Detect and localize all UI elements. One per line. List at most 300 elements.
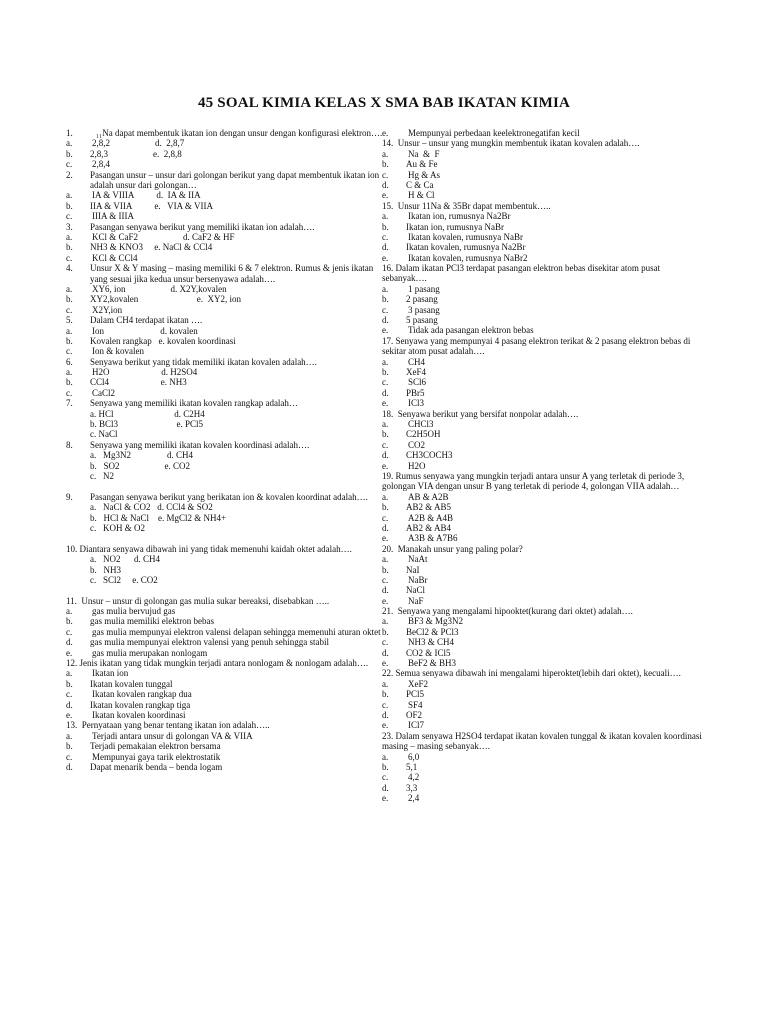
right-column	[382, 128, 704, 804]
line-label: d.	[382, 709, 389, 720]
line-text: a. NO2 d. CH4	[90, 554, 160, 565]
line-label: 9.	[66, 491, 73, 502]
line-label: c.	[382, 169, 389, 180]
line-label: a.	[382, 419, 389, 429]
line-label: a.	[382, 751, 389, 762]
line-text: XeF2	[408, 678, 428, 689]
line-text: NaAt	[408, 554, 428, 565]
text-line	[382, 471, 704, 492]
text-line	[66, 325, 389, 336]
text-line	[66, 533, 389, 544]
text-line	[66, 544, 386, 554]
line-label: d.	[382, 522, 389, 533]
line-text: 10. Diantara senyawa dibawah ini yang tidak memenuhi kaidah oktet adalah….	[66, 543, 352, 554]
line-text: C2H5OH	[406, 429, 441, 440]
line-text: 21. Senyawa yang mengalami hipooktet(kurang dari oktet) adalah….	[382, 606, 633, 617]
line-text: PCl5	[406, 689, 425, 700]
text-line	[66, 128, 389, 138]
line-label: c.	[382, 699, 389, 710]
line-label: 3.	[66, 221, 73, 232]
line-text: AB2 & AB4	[406, 522, 452, 533]
line-label: 4.	[66, 263, 73, 274]
line-label: e.	[382, 720, 389, 731]
line-text: 19. Rumus senyawa yang mungkin terjadi antara unsur A yang terletak di periode 3, golongan VIA dengan unsur B yang terletak di periode 4, golongan VIIA adalah…	[382, 470, 685, 492]
text-line	[66, 606, 386, 616]
line-text: H & Cl	[408, 190, 435, 201]
text-line	[66, 720, 389, 731]
line-text: NaF	[408, 595, 424, 606]
line-text: 2,8,4	[92, 159, 110, 170]
text-line	[66, 554, 389, 565]
text-line	[382, 502, 704, 512]
line-text: 4,2	[408, 772, 420, 783]
left-column	[66, 128, 389, 772]
line-label: a.	[66, 231, 73, 242]
text-line	[66, 304, 389, 315]
line-text: 1 pasang	[408, 283, 440, 294]
line-label: 1.	[66, 128, 73, 138]
text-line	[66, 658, 389, 669]
line-text: OF2	[406, 709, 423, 720]
line-text: IIA & VIIA e. VIA & VIIA	[90, 200, 213, 211]
line-text: a. NaCl & CO2 d. CCl4 & SO2	[90, 502, 213, 513]
line-text: NaBr	[408, 574, 428, 585]
line-text: c. N2	[90, 470, 114, 481]
text-line	[66, 689, 386, 699]
text-line	[382, 752, 704, 762]
line-label: 2.	[66, 169, 73, 180]
line-label: b.	[66, 678, 73, 689]
text-line	[382, 284, 704, 294]
line-text: 17. Senyawa yang mempunyai 4 pasang elektron terikat & 2 pasang elektron bebas di sekitar atom pusat adalah….	[382, 335, 691, 357]
line-label: e.	[382, 793, 389, 804]
text-line	[66, 668, 386, 678]
line-text: b. BCl3 e. PCl5	[90, 419, 204, 430]
line-text: A2B & A4B	[408, 512, 454, 523]
text-line	[66, 481, 386, 491]
line-text: Terjadi antara unsur di golongan VA & VIIA	[92, 730, 253, 741]
text-line	[382, 689, 704, 699]
line-label: d.	[382, 179, 389, 190]
line-label: e.	[382, 658, 389, 669]
text-line	[382, 710, 704, 720]
line-label: b.	[66, 242, 73, 253]
line-label: c.	[382, 637, 389, 648]
text-line	[382, 263, 704, 284]
text-line	[382, 409, 704, 419]
line-text: Na & F	[408, 148, 440, 159]
text-line	[382, 201, 704, 211]
text-line	[382, 554, 704, 564]
text-line	[66, 336, 386, 346]
line-text: CCl4 e. NH3	[90, 377, 187, 388]
text-line	[66, 419, 389, 430]
line-text: 3,3	[406, 782, 418, 793]
page-title: 45 SOAL KIMIA KELAS X SMA BAB IKATAN KIMIA	[197, 95, 571, 111]
text-line	[382, 513, 704, 523]
text-line	[66, 502, 386, 512]
text-line	[382, 149, 704, 159]
text-line	[382, 367, 704, 377]
line-text: Ion d. kovalen	[92, 325, 198, 336]
text-line	[66, 678, 389, 689]
text-line	[382, 492, 704, 502]
line-text: PBr5	[406, 387, 425, 398]
text-line	[382, 222, 704, 232]
text-line	[382, 596, 704, 606]
line-text: KCl & CCl4	[92, 252, 138, 263]
text-line	[382, 793, 704, 803]
line-text: 22. Semua senyawa dibawah ini mengalami hiperoktet(lebih dari oktet), kecuali….	[382, 668, 681, 679]
line-label: e.	[66, 647, 73, 658]
text-line	[66, 190, 389, 201]
text-line	[66, 439, 389, 450]
line-label: c.	[382, 377, 389, 388]
line-text: ICl3	[408, 398, 425, 409]
line-label: a.	[66, 325, 73, 336]
line-label: c.	[382, 304, 389, 315]
text-line	[66, 263, 386, 284]
line-text: Ikatan kovalen koordinasi	[92, 710, 186, 721]
text-line	[66, 751, 389, 762]
line-text: 18. Senyawa berikut yang bersifat nonpolar adalah….	[382, 408, 579, 419]
text-line	[66, 388, 386, 398]
line-text: Senyawa yang memiliki ikatan kovalen koordinasi adalah….	[90, 439, 310, 450]
text-line	[382, 762, 704, 772]
text-line	[66, 523, 386, 533]
text-line	[382, 429, 704, 439]
line-label: a.	[382, 678, 389, 689]
line-label: a.	[382, 283, 389, 294]
line-text: Ikatan ion	[92, 668, 129, 679]
line-text: 2,8,3 e. 2,8,8	[90, 148, 182, 159]
line-label: c.	[66, 252, 73, 263]
line-text: XY6, ion d. X2Y,kovalen	[92, 283, 227, 294]
line-label: b.	[66, 377, 73, 388]
text-line	[66, 231, 389, 242]
line-text: A3B & A7B6	[408, 533, 458, 544]
line-text: 3 pasang	[408, 304, 440, 315]
line-label: 5.	[66, 315, 73, 326]
line-label: e.	[382, 190, 389, 201]
line-text: c. KOH & O2	[90, 522, 145, 533]
line-text: Dalam CH4 terdapat ikatan ….	[90, 315, 203, 326]
line-text: 5,1	[406, 761, 418, 772]
line-text: 12. Jenis ikatan yang tidak mungkin terjadi antara nonlogam & nonlogam adalah….	[66, 658, 369, 669]
text-line	[66, 346, 386, 356]
line-label: e.	[382, 252, 389, 263]
line-label: d.	[382, 585, 389, 596]
line-label: b.	[382, 159, 389, 170]
text-line	[382, 565, 704, 575]
line-text: Pasangan senyawa berikut yang berikatan ion & kovalen koordinat adalah….	[90, 491, 368, 502]
line-label: b.	[382, 367, 389, 378]
text-line	[382, 377, 704, 387]
line-label: a.	[382, 356, 389, 367]
line-label: b.	[382, 429, 389, 440]
line-text: Pasangan unsur – unsur dari golongan berikut yang dapat membentuk ikatan ion adalah unsur dari golongan…	[90, 169, 380, 190]
line-text: 2 pasang	[406, 294, 438, 305]
line-text: c. NaCl	[90, 429, 118, 440]
line-text: Pasangan senyawa berikut yang memiliki ikatan ion adalah….	[90, 221, 315, 232]
line-text: Ikatan kovalen, rumusnya NaBr	[408, 231, 523, 242]
line-text: NaI	[406, 564, 420, 575]
text-line	[382, 648, 704, 658]
line-label: c.	[382, 574, 389, 585]
line-label: e.	[382, 325, 389, 336]
line-text: 14. Unsur – unsur yang mungkin membentuk ikatan kovalen adalah….	[382, 138, 640, 149]
line-text: H2O d. H2SO4	[92, 367, 198, 378]
line-text: BF3 & Mg3N2	[408, 616, 464, 627]
line-label: c.	[382, 772, 389, 783]
text-line	[66, 460, 389, 471]
text-line	[382, 170, 704, 180]
text-line	[66, 138, 386, 148]
line-text: SCl6	[408, 377, 427, 388]
text-line	[66, 731, 386, 741]
line-text: 15. Unsur 11Na & 35Br dapat membentuk…..	[382, 200, 551, 211]
line-text: Senyawa yang memiliki ikatan kovalen rangkap adalah…	[90, 398, 298, 409]
line-label: a.	[66, 367, 73, 378]
line-text: CH4	[408, 356, 426, 367]
text-line	[382, 575, 704, 585]
text-line	[382, 783, 704, 793]
line-label: a.	[66, 730, 73, 741]
text-line	[382, 544, 704, 554]
line-label: c.	[66, 689, 73, 700]
line-text: gas mulia memiliki elektron bebas	[90, 616, 214, 627]
line-label: d.	[382, 450, 389, 461]
text-line	[382, 658, 704, 668]
text-line	[66, 471, 386, 481]
line-text: ICl7	[408, 720, 425, 731]
line-text: Ion & kovalen	[92, 346, 144, 357]
text-line	[382, 398, 704, 408]
text-line	[66, 512, 389, 523]
line-label: e.	[382, 398, 389, 409]
line-label: c.	[66, 304, 73, 315]
text-line	[382, 294, 704, 304]
line-text: b. NH3	[90, 564, 121, 575]
line-label: e.	[382, 460, 389, 471]
text-line	[66, 148, 389, 159]
line-text: CO2 & ICl5	[406, 647, 451, 658]
line-label: b.	[66, 294, 73, 305]
line-text: SF4	[408, 699, 423, 710]
line-label: c.	[66, 751, 73, 762]
line-label: a.	[382, 491, 389, 502]
text-line	[382, 616, 704, 626]
text-line	[382, 731, 704, 752]
text-line	[66, 627, 386, 637]
text-line	[382, 357, 704, 367]
line-text: CO2	[408, 439, 426, 450]
line-text: a. HCl d. C2H4	[90, 408, 205, 419]
line-text: gas mulia mempunyai elektron valensi delapan sehingga memenuhi aturan oktet	[92, 626, 381, 637]
line-label: b.	[382, 221, 389, 232]
line-label: d.	[382, 315, 389, 326]
text-line	[66, 222, 386, 232]
line-text: Mempunyai gaya tarik elektrostatik	[92, 751, 221, 762]
text-line	[382, 305, 704, 315]
line-text: C & Ca	[406, 179, 434, 190]
text-line	[382, 242, 704, 252]
text-line	[382, 388, 704, 398]
text-line	[382, 128, 704, 138]
text-line	[66, 741, 386, 751]
line-text: CHCl3	[408, 419, 434, 429]
text-line	[66, 648, 386, 658]
text-line	[382, 637, 704, 647]
line-label: c.	[66, 211, 73, 222]
line-label: d.	[66, 637, 73, 648]
text-line	[382, 211, 704, 221]
text-line	[66, 637, 389, 648]
line-text: AB2 & AB5	[406, 502, 452, 513]
text-line	[382, 772, 704, 782]
line-text: Ikatan kovalen, rumusnya Na2Br	[406, 242, 526, 253]
line-text: IA & VIIIA d. IA & IIA	[92, 190, 201, 201]
text-line	[66, 699, 389, 710]
text-line	[382, 253, 704, 263]
line-text: KCl & CaF2 d. CaF2 & HF	[92, 231, 235, 242]
text-line	[382, 700, 704, 710]
text-line	[66, 356, 389, 367]
line-label: 8.	[66, 439, 73, 450]
text-line	[66, 491, 389, 502]
text-line	[382, 450, 704, 460]
line-label: e.	[382, 128, 389, 138]
line-text: XeF4	[406, 367, 426, 378]
line-text: Senyawa berikut yang tidak memiliki ikatan kovalen adalah….	[90, 356, 317, 367]
text-line	[66, 252, 389, 263]
line-text: Ikatan ion, rumusnya NaBr	[406, 221, 504, 232]
text-line	[66, 242, 386, 252]
line-text: NH3 & KNO3 e. NaCl & CCl4	[90, 242, 213, 253]
line-text: gas mulia mempunyai elektron valensi yang penuh sehingga stabil	[90, 637, 329, 648]
text-line	[382, 138, 704, 148]
text-line	[66, 315, 386, 325]
line-text: 2,4	[408, 793, 420, 804]
text-line	[66, 595, 389, 606]
text-line	[382, 461, 704, 471]
line-text: Ikatan kovalen tunggal	[90, 678, 173, 689]
line-text: NaCl	[406, 585, 425, 596]
line-text: 13. Pernyataan yang benar tentang ikatan ion adalah…..	[66, 720, 270, 731]
line-label: b.	[66, 616, 73, 627]
line-text: Au & Fe	[406, 159, 438, 170]
text-line	[66, 409, 386, 419]
line-label: e.	[66, 710, 73, 721]
line-label: c.	[382, 231, 389, 242]
text-line	[382, 523, 704, 533]
text-line	[382, 315, 704, 325]
text-line	[66, 710, 386, 720]
line-label: a.	[66, 138, 73, 149]
line-label: b.	[382, 502, 389, 513]
line-text: Terjadi pemakaian elektron bersama	[90, 741, 221, 752]
line-label: 7.	[66, 398, 73, 409]
line-text: Ikatan kovalen rangkap tiga	[90, 699, 191, 710]
line-text: IIIA & IIIA	[92, 211, 134, 222]
line-text: 5 pasang	[406, 315, 438, 326]
line-label: b.	[382, 689, 389, 700]
text-line	[382, 325, 704, 335]
text-line	[382, 180, 704, 190]
line-text: Tidak ada pasangan elektron bebas	[408, 325, 534, 336]
text-line	[66, 377, 389, 388]
line-text: X2Y,ion	[92, 304, 123, 315]
line-text: gas mulia bervujud gas	[92, 606, 176, 617]
line-label: d.	[66, 761, 73, 772]
text-line	[382, 679, 704, 689]
line-text: AB & A2B	[408, 491, 449, 502]
line-label: d.	[382, 647, 389, 658]
text-line	[66, 616, 389, 627]
line-label: 6.	[66, 356, 73, 367]
text-line	[66, 211, 389, 222]
line-label: a.	[382, 211, 389, 222]
text-line	[382, 336, 704, 357]
text-line	[382, 232, 704, 242]
text-line	[382, 606, 704, 616]
line-label: a.	[382, 148, 389, 159]
line-text: b. SO2 e. CO2	[90, 460, 191, 471]
line-text: Ikatan ion, rumusnya Na2Br	[408, 211, 511, 222]
text-line	[66, 565, 386, 575]
text-line	[66, 762, 386, 772]
line-text: 11. Unsur – unsur di golongan gas mulia sukar bereaksi, disebabkan …..	[66, 595, 330, 606]
line-text: NH3 & CH4	[408, 637, 455, 648]
line-label: b.	[382, 294, 389, 305]
line-label: b.	[66, 148, 73, 159]
text-line	[66, 574, 389, 585]
line-label: c.	[66, 387, 73, 398]
line-label: e.	[382, 595, 389, 606]
text-line	[66, 201, 386, 211]
line-label: b.	[382, 564, 389, 575]
line-text: Mempunyai perbedaan keelektronegatifan kecil	[408, 128, 580, 138]
line-label: b.	[382, 626, 389, 637]
text-line	[382, 585, 704, 595]
line-label: c.	[382, 439, 389, 450]
line-text: b. HCl & NaCl e. MgCl2 & NH4+	[90, 512, 227, 523]
text-line	[382, 627, 704, 637]
text-line	[66, 429, 386, 439]
line-label: b.	[66, 741, 73, 752]
text-line	[66, 294, 386, 304]
line-text: 6,0	[408, 751, 420, 762]
line-label: c.	[66, 159, 73, 170]
line-label: e.	[382, 533, 389, 544]
line-text: H2O	[408, 460, 426, 471]
text-line	[66, 585, 386, 595]
line-text: Unsur X & Y masing – masing memiliki 6 & 7 elektron. Rumus & jenis ikatan yang sesuai jika kedua unsur bersenyawa adalah….	[90, 263, 374, 284]
line-text: ₁₁Na dapat membentuk ikatan ion dengan unsur dengan konfigurasi elektron….	[96, 128, 383, 138]
line-text: BeF2 & BH3	[408, 658, 457, 669]
line-label: a.	[382, 554, 389, 565]
line-text: XY2,kovalen e. XY2, ion	[90, 294, 241, 305]
line-text: BeCl2 & PCl3	[406, 626, 459, 637]
text-line	[382, 440, 704, 450]
line-label: c.	[66, 346, 73, 357]
line-text: Hg & As	[408, 169, 441, 180]
line-label: d.	[382, 242, 389, 253]
line-label: c.	[382, 512, 389, 523]
line-label: d.	[382, 782, 389, 793]
text-line	[382, 668, 704, 678]
line-text: Ikatan kovalen rangkap dua	[92, 689, 192, 700]
